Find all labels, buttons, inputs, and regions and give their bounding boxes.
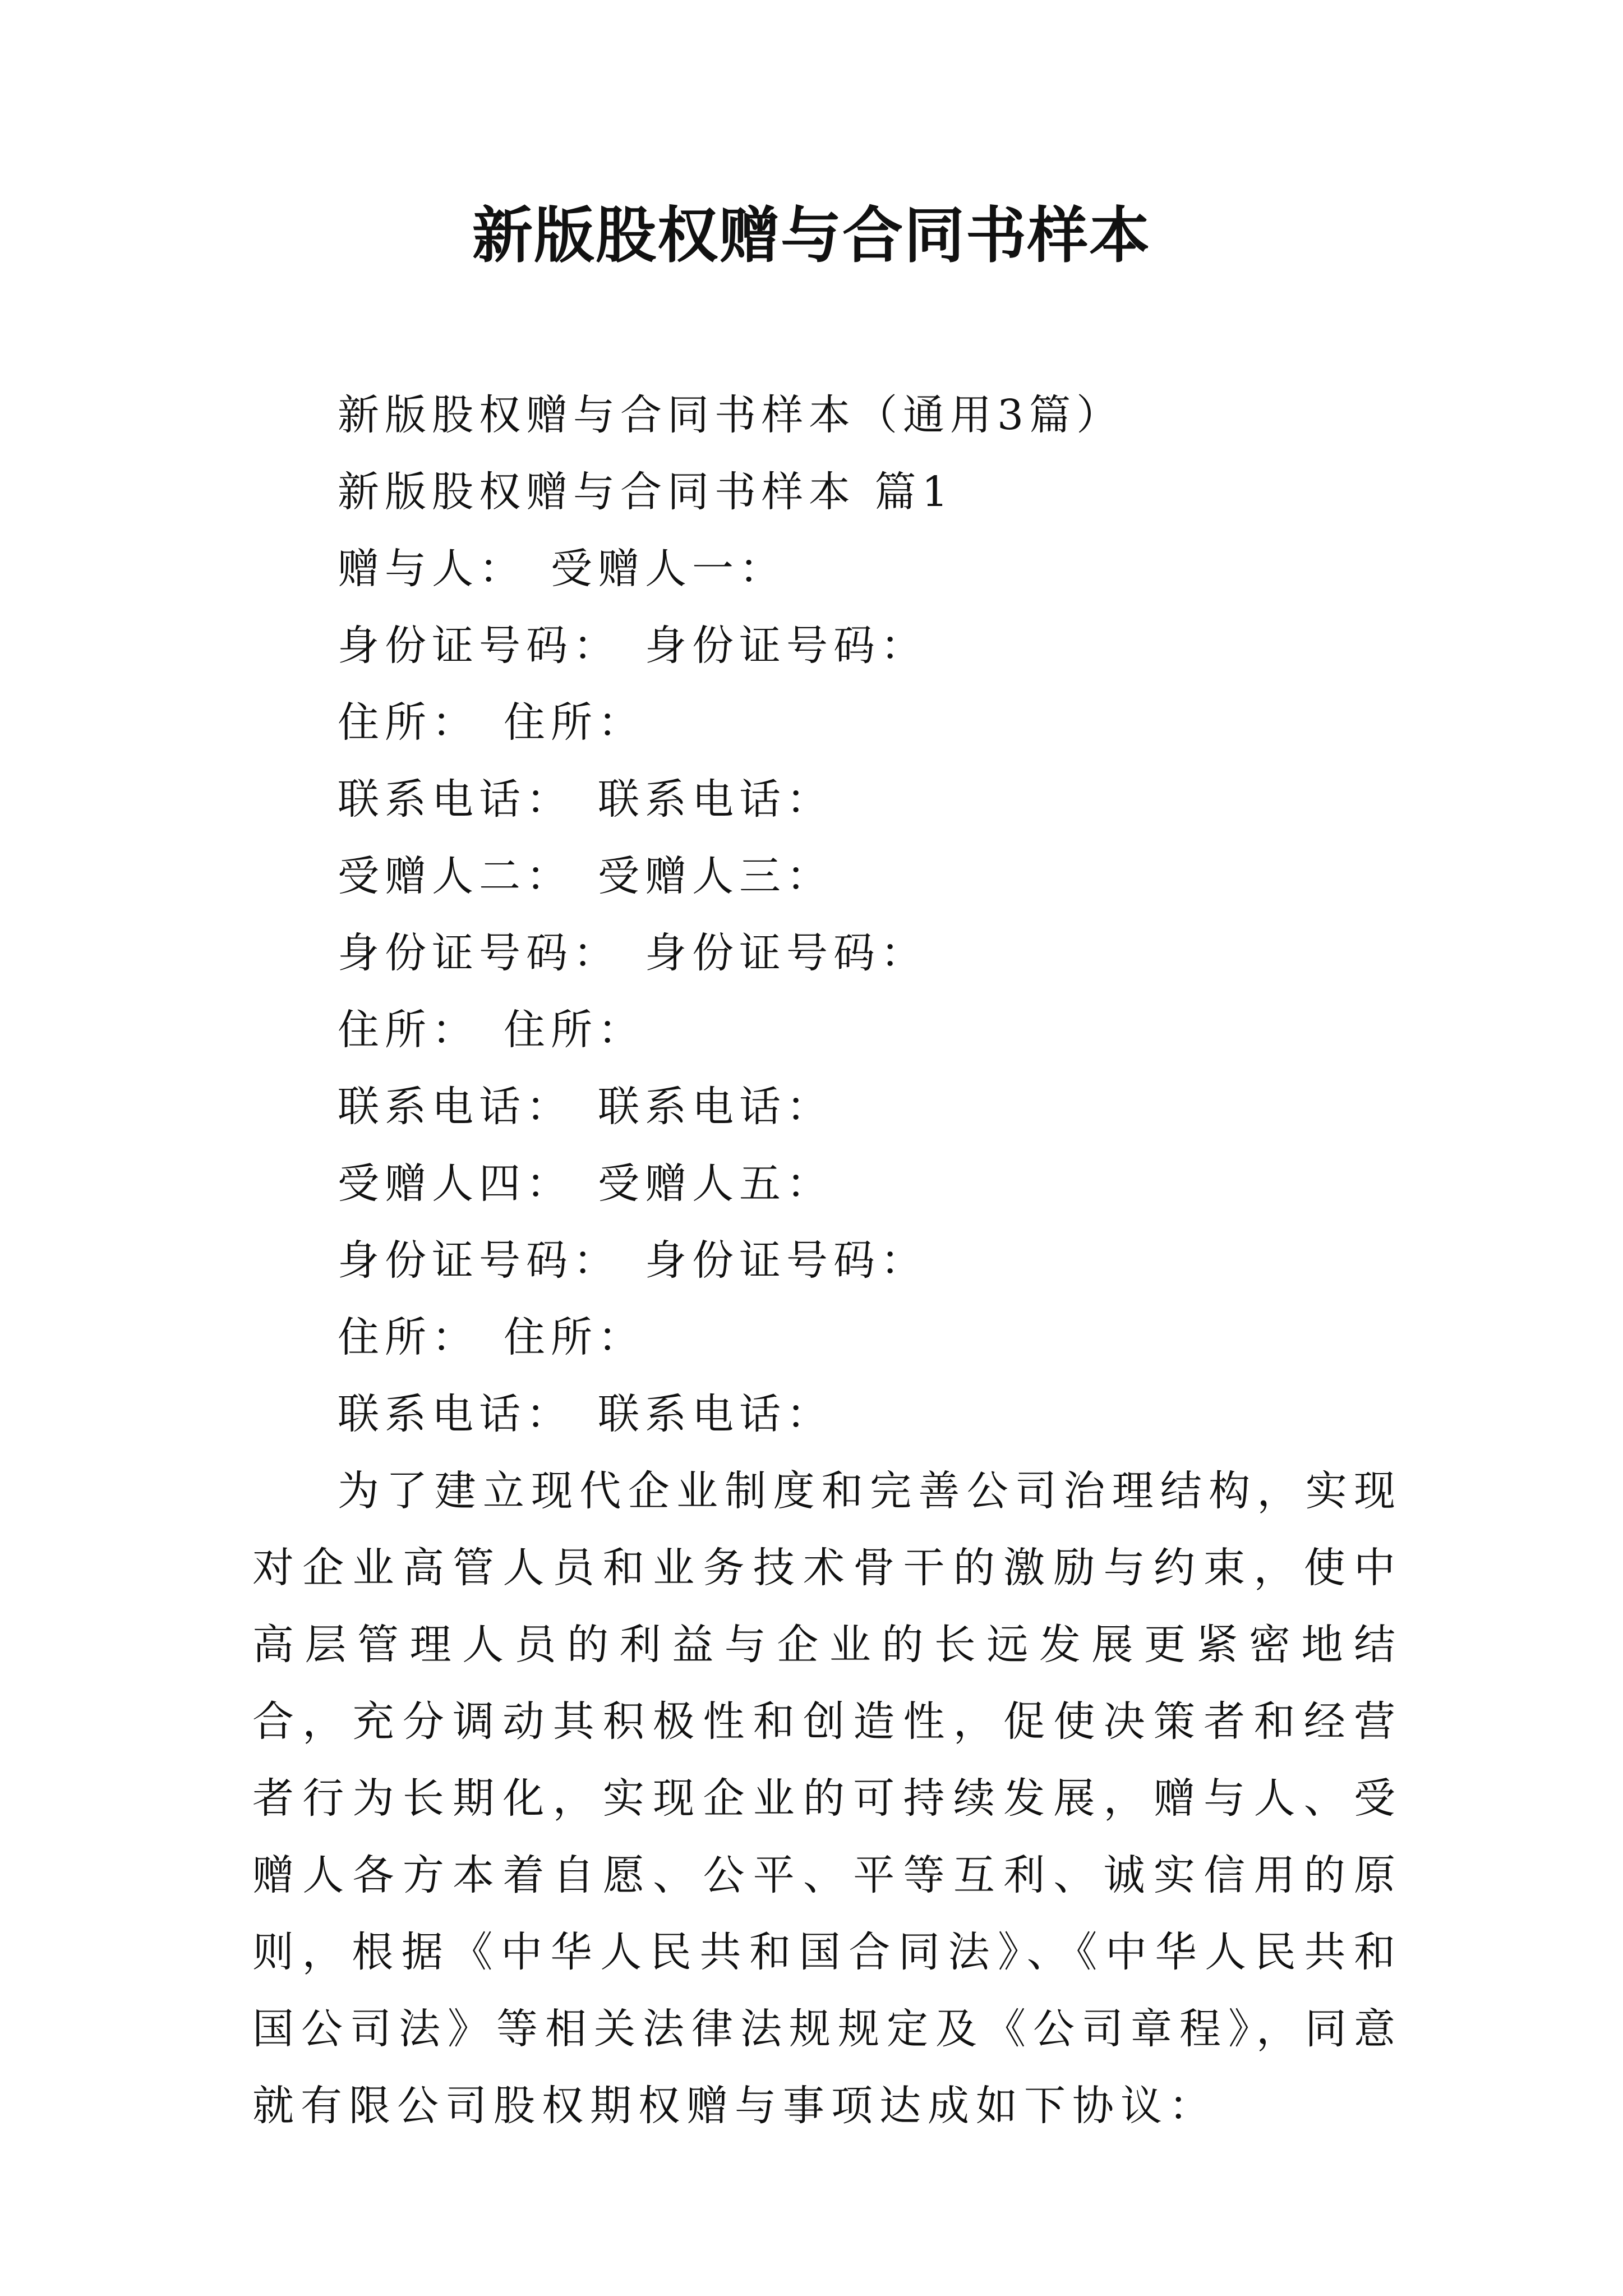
agreement-paragraph: 为了建立现代企业制度和完善公司治理结构，实现对企业高管人员和业务技术骨干的激励与约束，使中高层管理人员的利益与企业的长远发展更紧密地结合，充分调动其积极性和创造性，促使决策者和经营者行为长期化，实现企业的可持续发展，赠与人、受赠人各方本着自愿、公平、平等互利、诚实信用的原则，根据《中华人民共和国合同法》、《中华人民共和国公司法》等相关法律法规规定及《公司章程》，同意就有限公司股权期权赠与事项达成如下协议：	[252, 1467, 1402, 2130]
field-row	[252, 684, 1402, 761]
field-row	[252, 838, 1402, 915]
field-label-left: 身份证号码：	[338, 929, 620, 977]
field-label-right: 联系电话：	[598, 1083, 833, 1131]
field-label-right: 联系电话：	[598, 1390, 833, 1438]
field-label-left: 受赠人四：	[338, 1159, 573, 1208]
field-label-left: 联系电话：	[338, 1083, 573, 1131]
field-label-right: 身份证号码：	[645, 1236, 928, 1285]
field-row	[252, 1222, 1402, 1299]
section-heading: 新版股权赠与合同书样本 篇1	[338, 468, 954, 516]
field-label-left: 联系电话：	[338, 1390, 573, 1438]
field-label-right: 住所：	[504, 698, 645, 747]
field-row	[252, 608, 1402, 684]
field-label-left: 住所：	[338, 698, 479, 747]
field-row	[252, 761, 1402, 838]
field-row	[252, 1299, 1402, 1376]
field-label-left: 身份证号码：	[338, 1236, 620, 1285]
field-row	[252, 1145, 1402, 1222]
field-row	[252, 1376, 1402, 1453]
field-label-right: 受赠人五：	[598, 1159, 833, 1208]
field-label-right: 住所：	[504, 1006, 645, 1054]
field-label-right: 受赠人一：	[551, 545, 786, 593]
field-row	[252, 992, 1402, 1069]
document-title: 新版股权赠与合同书样本	[472, 200, 1151, 271]
field-label-left: 联系电话：	[338, 775, 573, 823]
field-label-right: 联系电话：	[598, 775, 833, 823]
field-label-left: 受赠人二：	[338, 852, 573, 900]
field-label-left: 住所：	[338, 1313, 479, 1361]
document-subtitle: 新版股权赠与合同书样本（通用3篇）	[338, 391, 1124, 439]
field-label-left: 身份证号码：	[338, 622, 620, 670]
field-label-right: 住所：	[504, 1313, 645, 1361]
field-label-right: 身份证号码：	[645, 622, 928, 670]
document-body	[252, 377, 1402, 2145]
field-row	[252, 531, 1402, 608]
field-label-right: 身份证号码：	[645, 929, 928, 977]
field-row	[252, 915, 1402, 992]
field-row	[252, 1069, 1402, 1145]
field-label-left: 赠与人：	[338, 545, 526, 593]
field-label-left: 住所：	[338, 1006, 479, 1054]
field-label-right: 受赠人三：	[598, 852, 833, 900]
